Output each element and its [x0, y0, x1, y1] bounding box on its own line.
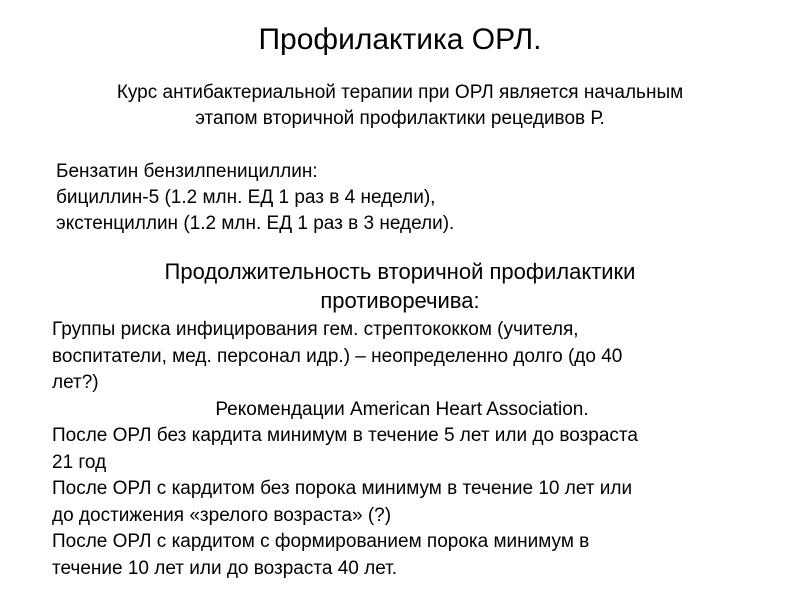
intro-paragraph [0, 80, 800, 132]
recommendation-line: После ОРЛ без кардита минимум в течение 5 лет или до возраста [52, 425, 638, 446]
recommendation-line: до достижения «зрелого возраста» (?) [52, 504, 392, 526]
recommendation-line: течение 10 лет или до возраста 40 лет. [52, 557, 398, 579]
recommendation-line: После ОРЛ с кардитом без порока минимум в течение 10 лет или [52, 478, 633, 499]
recommendations-heading: Рекомендации American Heart Association. [215, 398, 589, 420]
duration-heading-line: противоречива: [320, 288, 480, 313]
risk-groups-line: воспитатели, мед. персонал идр.) – неопределенно долго (до 40 [52, 345, 623, 367]
drug-list-heading: Бензатин бензилпенициллин: [56, 161, 318, 182]
intro-line: этапом вторичной профилактики рецедивов Р. [195, 108, 605, 129]
intro-line: Курс антибактериальной терапии при ОРЛ является начальным [116, 82, 684, 103]
slide-title: Профилактика ОРЛ. [258, 23, 542, 56]
risk-groups-line: лет?) [52, 372, 99, 393]
drug-list [56, 159, 454, 237]
drug-item: экстенциллин (1.2 млн. ЕД 1 раз в 3 недели). [56, 213, 455, 234]
duration-heading-line: Продолжительность вторичной профилактики [164, 259, 636, 284]
risk-groups-line: Группы риска инфицирования гем. стрептококком (учителя, [52, 319, 579, 340]
duration-heading [0, 257, 800, 315]
drug-item: бициллин-5 (1.2 млн. ЕД 1 раз в 4 недели), [56, 187, 436, 208]
body-text [52, 317, 752, 582]
recommendation-line: 21 год [52, 451, 107, 473]
recommendation-line: После ОРЛ с кардитом с формированием порока минимум в [52, 531, 590, 552]
